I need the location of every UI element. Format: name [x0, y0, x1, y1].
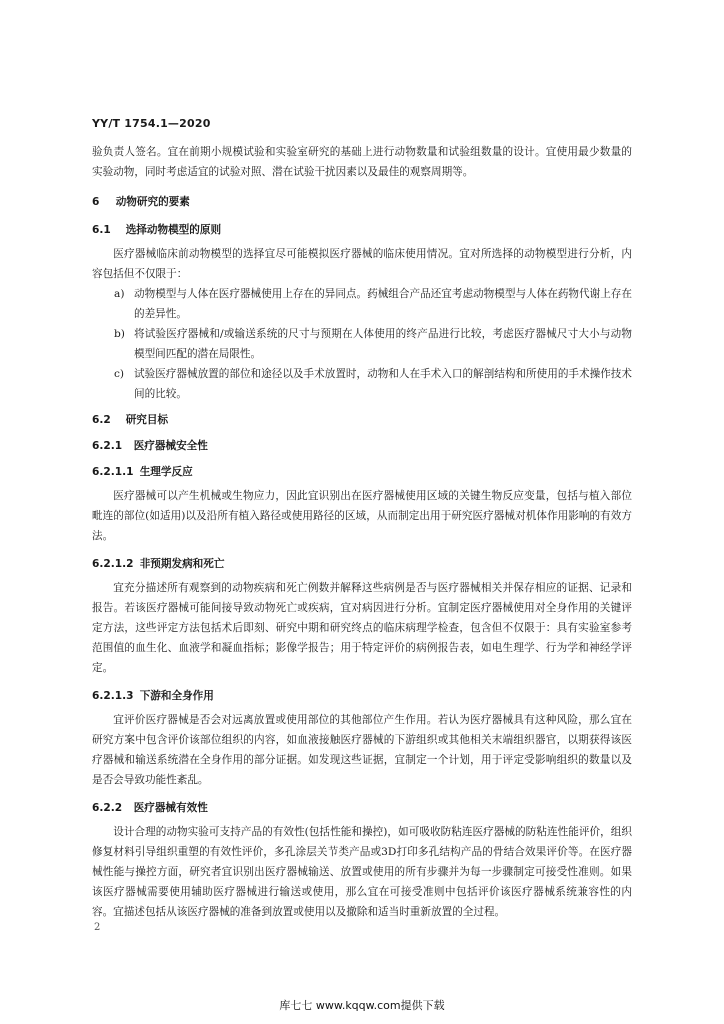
section-title: 医疗器械安全性: [133, 440, 208, 452]
section-6-2-1-3-heading: [92, 686, 632, 706]
list-text: 将试验医疗器械和/或输送系统的尺寸与预期在人体使用的终产品进行比较，考虑医疗器械尺寸大小与动物模型间匹配的潜在局限性。: [134, 328, 632, 360]
section-title: 医疗器械有效性: [133, 802, 208, 814]
list-marker: b): [114, 328, 125, 340]
section-6-2-2-paragraph: 设计合理的动物实验可支持产品的有效性(包括性能和操控)，如可吸收防粘连医疗器械的防粘连性能评价，组织修复材料引导组织重塑的有效性评价，多孔涂层关节类产品或3D打印多孔结构产品的骨结合效果评价等。在医疗器械性能与操控方面，研究者宜识别出医疗器械输送、放置或使用的所有步骤并为每一步骤制定可接受性准则。如果该医疗器械需要使用辅助医疗器械进行输送或使用，那么宜在可接受准则中包括评价该医疗器械系统兼容性的内容。宜描述包括从该医疗器械的准备到放置或使用以及撤除和适当时重新放置的全过程。: [92, 826, 632, 918]
section-6-heading: [92, 192, 632, 212]
section-6-2-1-1-heading: [92, 462, 632, 482]
section-6-2-heading: [92, 410, 632, 430]
section-6-2-1-1-paragraph: 医疗器械可以产生机械或生物应力，因此宜识别出在医疗器械使用区域的关键生物反应变量，包括与植入部位毗连的部位(如适用)以及沿所有植入路径或使用路径的区域，从而制定出用于研究医疗器械对机体作用影响的有效方法。: [92, 490, 632, 542]
section-number: 6: [92, 196, 100, 208]
section-6-2-1-heading: [92, 436, 632, 456]
section-number: 6.2.2: [92, 802, 123, 814]
section-number: 6.2.1.3: [92, 690, 134, 702]
list-item: [92, 364, 632, 404]
section-title: 研究目标: [125, 414, 169, 426]
intro-paragraph: 验负责人签名。宜在前期小规模试验和实验室研究的基础上进行动物数量和试验组数量的设计。宜使用最少数量的实验动物，同时考虑适宜的试验对照、潜在试验干扰因素以及最佳的观察周期等。: [92, 146, 632, 178]
section-title: 选择动物模型的原则: [125, 224, 222, 236]
download-footer: 库七七 www.kqqw.com提供下载: [279, 999, 445, 1012]
standard-number: YY/T 1754.1—2020: [92, 117, 211, 130]
list-marker: c): [114, 368, 125, 380]
section-title: 下游和全身作用: [139, 690, 214, 702]
section-number: 6.2: [92, 414, 111, 426]
list-text: 动物模型与人体在医疗器械使用上存在的异同点。药械组合产品还宜考虑动物模型与人体在药物代谢上存在的差异性。: [134, 288, 632, 320]
section-6-2-1-3-paragraph: 宜评价医疗器械是否会对远离放置或使用部位的其他部位产生作用。若认为医疗器械具有这种风险，那么宜在研究方案中包含评价该部位组织的内容，如血液接触医疗器械的下游组织或其他相关末端组织器官，以期获得该医疗器械和输送系统潜在全身作用的部分证据。如发现这些证据，宜制定一个计划，用于评定受影响组织的数量以及是否会导致功能性紊乱。: [92, 714, 632, 786]
section-number: 6.2.1: [92, 440, 123, 452]
section-title: 动物研究的要素: [115, 196, 190, 208]
section-6-1-paragraph: 医疗器械临床前动物模型的选择宜尽可能模拟医疗器械的临床使用情况。宜对所选择的动物模型进行分析，内容包括但不仅限于：: [92, 248, 632, 280]
section-number: 6.1: [92, 224, 111, 236]
section-number: 6.2.1.1: [92, 466, 134, 478]
section-6-2-1-2-heading: [92, 554, 632, 574]
section-6-1-heading: [92, 220, 632, 240]
page-number: 2: [94, 922, 101, 933]
list-item: [92, 284, 632, 324]
list-item: [92, 324, 632, 364]
section-title: 生理学反应: [139, 466, 193, 478]
page-content: [92, 142, 632, 922]
section-6-2-1-2-paragraph: 宜充分描述所有观察到的动物疾病和死亡例数并解释这些病例是否与医疗器械相关并保存相应的证据、记录和报告。若该医疗器械可能间接导致动物死亡或疾病，宜对病因进行分析。宜制定医疗器械使用对全身作用的关键评定方法，这些评定方法包括术后即刻、研究中期和研究终点的临床病理学检查，包含但不仅限于：具有实验室参考范围值的血生化、血液学和凝血指标；影像学报告；用于特定评价的病例报告表，如电生理学、行为学和神经学评定。: [92, 582, 632, 674]
section-6-2-2-heading: [92, 798, 632, 818]
section-number: 6.2.1.2: [92, 558, 134, 570]
section-title: 非预期发病和死亡: [139, 558, 225, 570]
list-text: 试验医疗器械放置的部位和途径以及手术放置时，动物和人在手术入口的解剖结构和所使用的手术操作技术间的比较。: [134, 368, 632, 400]
list-marker: a): [114, 288, 125, 300]
